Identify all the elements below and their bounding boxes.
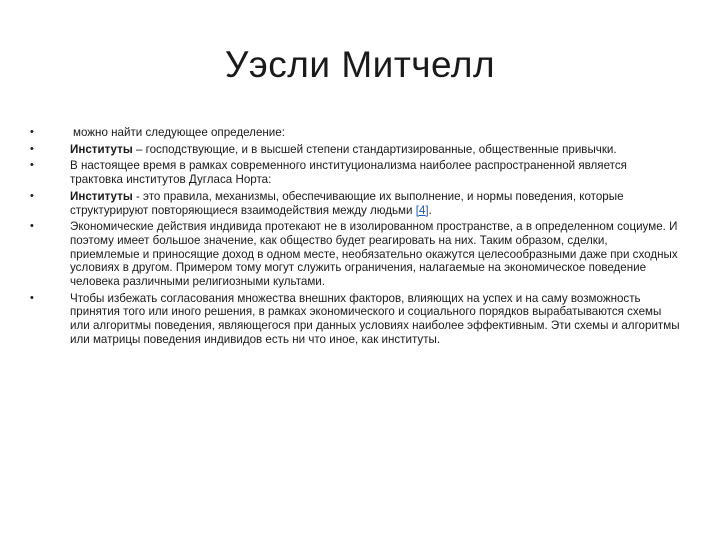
bullet-term: Институты xyxy=(70,142,133,156)
bullet-text-tail: . xyxy=(428,203,432,217)
bullet-text: Экономические действия индивида протекают не в изолированном пространстве, а в определенном социуме. И поэтому имеет большое значение, как общество будет реагировать на них. Таким образом, сделки, приемлемые и приносящие доход в одном месте, необязательно окажутся целесообразными даже при сходных условиях в другом. Примером тому могут служить ограничения, налагаемые на экономическое поведение человека различными религиозными культами. xyxy=(70,220,678,289)
bullet-item xyxy=(30,292,680,347)
reference-link[interactable]: [4] xyxy=(415,203,429,217)
bullet-dot-icon: • xyxy=(30,220,34,233)
bullet-dot-icon: • xyxy=(30,291,34,304)
bullet-item xyxy=(30,143,680,157)
bullet-term: Институты xyxy=(70,189,133,203)
bullet-text: - это правила, механизмы, обеспечивающие их выполнение, и нормы поведения, которые структурируют повторяющиеся взаимодействия между людьми xyxy=(70,189,624,217)
bullet-item xyxy=(30,220,680,289)
bullet-dot-icon: • xyxy=(30,189,34,202)
bullet-text: – господствующие, и в высшей степени стандартизированные, общественные привычки. xyxy=(132,142,617,156)
slide-title: Уэсли Митчелл xyxy=(224,44,496,85)
bullet-dot-icon: • xyxy=(30,126,34,138)
bullet-dot-icon: • xyxy=(30,159,34,172)
bullet-dot-icon: • xyxy=(30,142,34,155)
bullet-text: В настоящее время в рамках современного институционализма наиболее распространенной является трактовка институтов Дугласа Норта: xyxy=(70,159,627,187)
bullet-item xyxy=(30,126,680,140)
bullet-list xyxy=(30,126,680,347)
bullet-text: можно найти следующее определение: xyxy=(73,126,285,139)
bullet-text: Чтобы избежать согласования множества внешних факторов, влияющих на успех и на саму возможность принятия того или иного решения, в рамках экономического и социального порядков вырабатываются схемы или алгоритмы поведения, являющегося при данных условиях наиболее эффективным. Эти схемы и алгоритмы или матрицы поведения индивидов есть ни что иное, как институты. xyxy=(70,291,680,346)
bullet-item xyxy=(30,159,680,186)
bullet-item xyxy=(30,190,680,217)
